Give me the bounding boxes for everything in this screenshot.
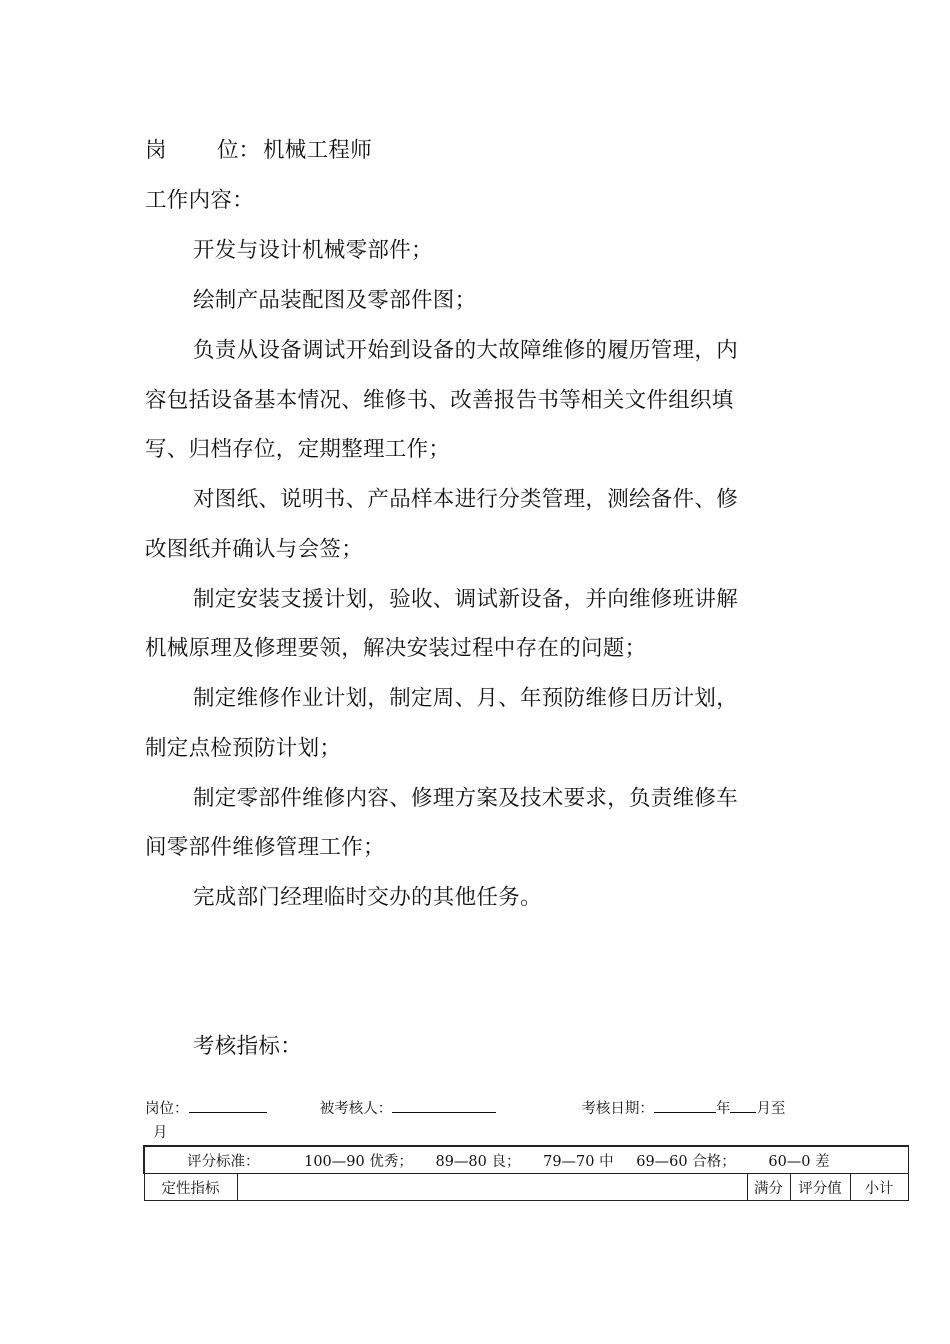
position-blank[interactable]	[189, 1098, 267, 1113]
duty-line: 制定维修作业计划，制定周、月、年预防维修日历计划，	[193, 686, 739, 711]
col-score: 评分值	[790, 1174, 850, 1201]
duty-line: 制定零部件维修内容、修理方案及技术要求，负责维修车	[193, 786, 739, 811]
duty-line: 负责从设备调试开始到设备的大故障维修的履历管理，内	[193, 338, 739, 363]
duty-line: 对图纸、说明书、产品样本进行分类管理，测绘备件、修	[193, 487, 739, 512]
col-blank[interactable]	[237, 1174, 747, 1201]
col-qualitative: 定性指标	[144, 1174, 237, 1201]
standard-label: 评分标准：	[187, 1153, 260, 1170]
kpi-heading: 考核指标：	[193, 1034, 303, 1059]
job-label	[145, 136, 263, 166]
job-title-value: 机械工程师	[263, 138, 373, 163]
duty-line: 绘制产品装配图及零部件图；	[193, 288, 477, 313]
duty-line: 机械原理及修理要领，解决安装过程中存在的问题；	[145, 636, 647, 661]
grade-excellent: 100—90 优秀；	[304, 1153, 413, 1170]
year-blank[interactable]	[654, 1098, 716, 1113]
duty-line: 容包括设备基本情况、维修书、改善报告书等相关文件组织填	[145, 388, 734, 413]
assessee-label: 被考核人：	[319, 1101, 393, 1117]
duty-line: 完成部门经理临时交办的其他任务。	[193, 885, 542, 910]
scoring-standard-cell	[144, 1146, 908, 1174]
content-heading: 工作内容：	[145, 188, 255, 213]
scoring-standard-row	[144, 1146, 908, 1174]
grade-medium: 79—70 中	[543, 1153, 614, 1170]
duty-line: 制定安装支援计划，验收、调试新设备，并向维修班讲解	[193, 587, 739, 612]
position-label: 岗位：	[145, 1101, 189, 1117]
col-full-score: 满分	[747, 1174, 790, 1201]
duty-line: 改图纸并确认与会签；	[145, 537, 364, 562]
col-subtotal: 小计	[850, 1174, 908, 1201]
month-end-label: 月	[153, 1125, 168, 1141]
grade-poor: 60—0 差	[768, 1153, 830, 1170]
duty-line: 间零部件维修管理工作；	[145, 835, 385, 860]
job-label-char1: 岗	[145, 138, 167, 163]
grade-pass: 69—60 合格；	[636, 1153, 736, 1170]
duty-line: 写、归档存位，定期整理工作；	[145, 437, 451, 462]
month-to-label: 月至	[756, 1101, 786, 1117]
duty-line: 开发与设计机械零部件；	[193, 238, 433, 263]
duty-line: 制定点检预防计划；	[145, 736, 342, 761]
assessee-blank[interactable]	[392, 1098, 496, 1113]
date-label: 考核日期：	[581, 1101, 654, 1117]
job-title-line	[145, 136, 372, 166]
table-header-row	[144, 1174, 908, 1201]
assessment-table	[143, 1145, 909, 1201]
month-blank[interactable]	[730, 1098, 756, 1113]
year-label: 年	[715, 1101, 731, 1117]
grade-good: 89—80 良；	[435, 1153, 521, 1170]
assessment-form-header	[145, 1098, 785, 1119]
job-label-char2: 位：	[217, 138, 261, 163]
